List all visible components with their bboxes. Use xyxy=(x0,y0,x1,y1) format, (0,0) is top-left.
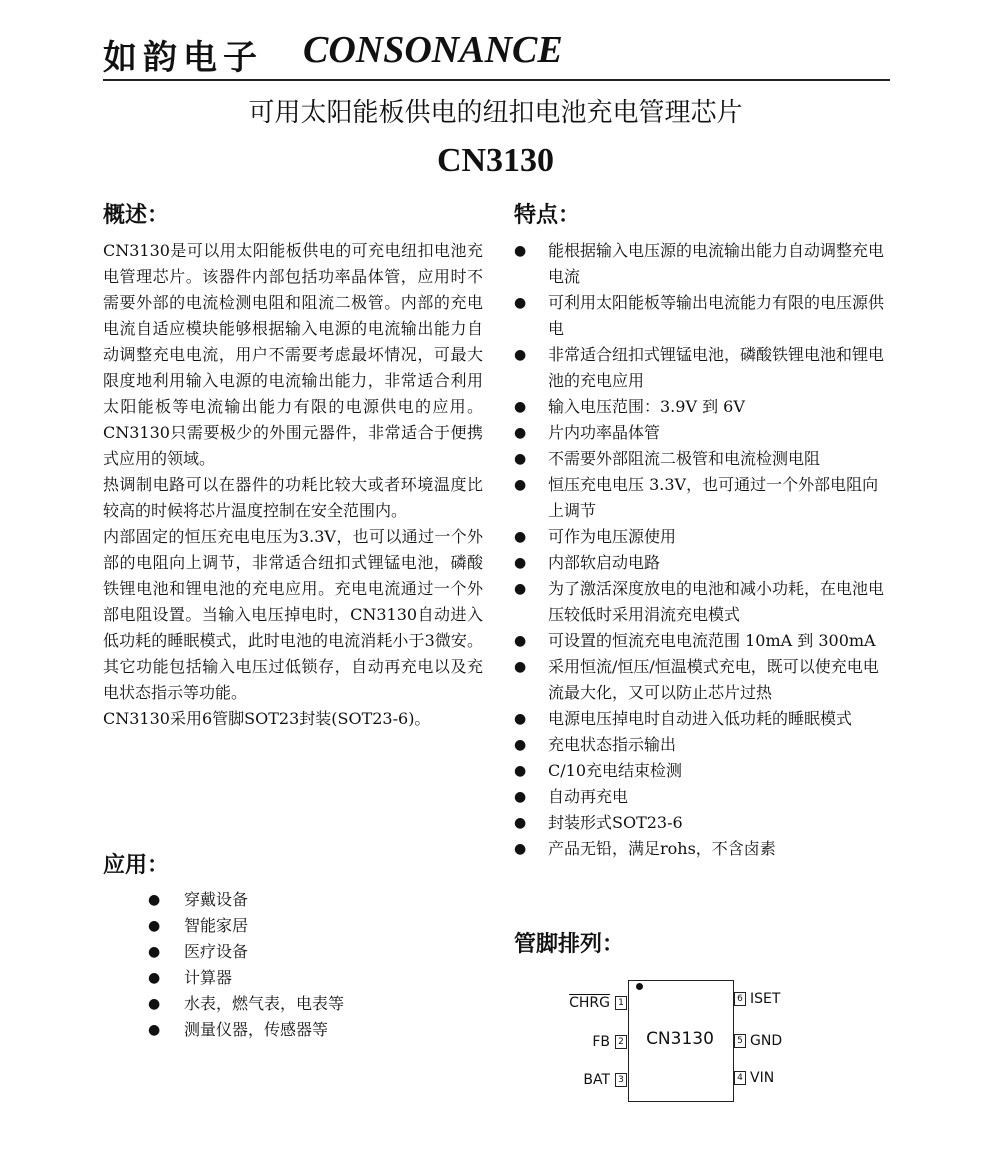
feature-text: 不需要外部阻流二极管和电流检测电阻 xyxy=(548,449,821,468)
pin-number-5: 5 xyxy=(734,1034,746,1048)
pin-number-1: 1 xyxy=(615,996,627,1010)
feature-item xyxy=(514,524,894,550)
overview-paragraph: CN3130采用6管脚SOT23封装(SOT23-6)。 xyxy=(103,709,431,728)
feature-text: 电源电压掉电时自动进入低功耗的睡眠模式 xyxy=(548,709,853,728)
pin-label-bat: BAT xyxy=(583,1072,610,1088)
application-text: 穿戴设备 xyxy=(184,890,249,909)
brand-english-name: CONSONANCE xyxy=(303,29,563,71)
feature-item xyxy=(514,810,894,836)
feature-text: 可作为电压源使用 xyxy=(548,527,677,546)
pinout-diagram xyxy=(560,975,820,1110)
application-item xyxy=(148,887,344,913)
bullet-icon: ● xyxy=(514,451,527,467)
application-item xyxy=(148,913,344,939)
header-divider xyxy=(103,79,890,81)
pin-label-gnd: GND xyxy=(750,1033,783,1049)
application-text: 医疗设备 xyxy=(184,942,249,961)
overview-text xyxy=(103,238,483,732)
bullet-icon: ● xyxy=(148,918,161,934)
overview-paragraph: CN3130是可以用太阳能板供电的可充电纽扣电池充电管理芯片。该器件内部包括功率晶体管，应用时不需要外部的电流检测电阻和阻流二极管。内部的充电电流自适应模块能够根据输入电源的电流输出能力自动调整充电电流，用户不需要考虑最坏情况，可最大限度地利用输入电源的电流输出能力，非常适合利用太阳能板等电流输出能力有限的电源供电的应用。CN3130只需要极少的外围元器件，非常适合于便携式应用的领域。 xyxy=(103,241,483,468)
pinout-heading: 管脚排列： xyxy=(514,932,625,957)
features-heading: 特点： xyxy=(514,203,581,228)
application-text: 水表，燃气表，电表等 xyxy=(184,994,345,1013)
application-text: 测量仪器，传感器等 xyxy=(184,1020,329,1039)
pin-label-vin: VIN xyxy=(750,1070,775,1086)
pin-number-4: 4 xyxy=(734,1071,746,1085)
bullet-icon: ● xyxy=(148,970,161,986)
pin-number-6: 6 xyxy=(734,992,746,1006)
bullet-icon: ● xyxy=(514,529,527,545)
bullet-icon: ● xyxy=(514,295,527,311)
feature-text: 产品无铅，满足rohs，不含卤素 xyxy=(548,839,776,858)
feature-text: 可设置的恒流充电电流范围 10mA 到 300mA xyxy=(548,631,876,650)
bullet-icon: ● xyxy=(514,399,527,415)
applications-list xyxy=(148,887,344,1043)
overview-heading: 概述： xyxy=(103,203,170,228)
bullet-icon: ● xyxy=(514,659,527,675)
feature-item xyxy=(514,420,894,446)
pin-label-chrg: CHRG xyxy=(569,995,610,1011)
bullet-icon: ● xyxy=(514,477,527,493)
bullet-icon: ● xyxy=(514,425,527,441)
feature-text: 片内功率晶体管 xyxy=(548,423,661,442)
feature-item xyxy=(514,758,894,784)
overview-paragraph: 内部固定的恒压充电电压为3.3V，也可以通过一个外部的电阻向上调节，非常适合纽扣式锂锰电池，磷酸铁锂电池和锂电池的充电应用。充电电流通过一个外部电阻设置。当输入电压掉电时，CN3130自动进入低功耗的睡眠模式，此时电池的电流消耗小于3微安。其它功能包括输入电压过低锁存，自动再充电以及充电状态指示等功能。 xyxy=(103,527,483,702)
feature-item xyxy=(514,238,894,290)
feature-text: 采用恒流/恒压/恒温模式充电，既可以使充电电流最大化，又可以防止芯片过热 xyxy=(548,657,879,702)
bullet-icon: ● xyxy=(148,1022,161,1038)
bullet-icon: ● xyxy=(514,347,527,363)
application-item xyxy=(148,1017,344,1043)
feature-text: 可利用太阳能板等输出电流能力有限的电压源供电 xyxy=(548,293,885,338)
bullet-icon: ● xyxy=(514,737,527,753)
page-header xyxy=(103,28,890,78)
bullet-icon: ● xyxy=(148,892,161,908)
feature-item xyxy=(514,394,894,420)
chip-label: CN3130 xyxy=(646,1029,714,1049)
feature-text: 自动再充电 xyxy=(548,787,629,806)
part-number-title: CN3130 xyxy=(436,142,555,179)
feature-item xyxy=(514,628,894,654)
feature-text: 能根据输入电压源的电流输出能力自动调整充电电流 xyxy=(548,241,885,286)
feature-text: 内部软启动电路 xyxy=(548,553,661,572)
brand-chinese-name: 如韵电子 xyxy=(103,38,263,78)
feature-text: 非常适合纽扣式锂锰电池，磷酸铁锂电池和锂电池的充电应用 xyxy=(548,345,885,390)
bullet-icon: ● xyxy=(514,841,527,857)
application-item xyxy=(148,939,344,965)
pin1-marker-icon xyxy=(636,983,643,990)
feature-item xyxy=(514,550,894,576)
feature-item xyxy=(514,472,894,524)
feature-item xyxy=(514,784,894,810)
bullet-icon: ● xyxy=(148,996,161,1012)
bullet-icon: ● xyxy=(514,555,527,571)
pin-number-3: 3 xyxy=(615,1073,627,1087)
feature-text: 为了激活深度放电的电池和减小功耗，在电池电压较低时采用涓流充电模式 xyxy=(548,579,885,624)
feature-item xyxy=(514,706,894,732)
bullet-icon: ● xyxy=(514,581,527,597)
applications-heading: 应用： xyxy=(103,853,170,878)
feature-item xyxy=(514,836,894,862)
pin-number-2: 2 xyxy=(615,1035,627,1049)
feature-item xyxy=(514,576,894,628)
application-text: 计算器 xyxy=(184,968,233,987)
document-subtitle: 可用太阳能板供电的纽扣电池充电管理芯片 xyxy=(248,98,743,128)
bullet-icon: ● xyxy=(514,763,527,779)
features-list xyxy=(514,238,894,862)
feature-item xyxy=(514,342,894,394)
feature-text: 封装形式SOT23-6 xyxy=(548,813,683,832)
bullet-icon: ● xyxy=(514,243,527,259)
feature-text: 恒压充电电压 3.3V，也可通过一个外部电阻向上调节 xyxy=(548,475,879,520)
feature-text: C/10充电结束检测 xyxy=(548,761,682,780)
overview-paragraph: 热调制电路可以在器件的功耗比较大或者环境温度比较高的时候将芯片温度控制在安全范围内。 xyxy=(103,475,483,520)
feature-item xyxy=(514,732,894,758)
pin-label-fb: FB xyxy=(592,1034,610,1050)
feature-text: 输入电压范围：3.9V 到 6V xyxy=(548,397,745,416)
bullet-icon: ● xyxy=(514,633,527,649)
pin-label-iset: ISET xyxy=(750,991,781,1007)
application-text: 智能家居 xyxy=(184,916,249,935)
bullet-icon: ● xyxy=(514,711,527,727)
bullet-icon: ● xyxy=(514,815,527,831)
feature-item xyxy=(514,290,894,342)
application-item xyxy=(148,965,344,991)
bullet-icon: ● xyxy=(514,789,527,805)
bullet-icon: ● xyxy=(148,944,161,960)
feature-item xyxy=(514,654,894,706)
feature-item xyxy=(514,446,894,472)
feature-text: 充电状态指示输出 xyxy=(548,735,677,754)
application-item xyxy=(148,991,344,1017)
